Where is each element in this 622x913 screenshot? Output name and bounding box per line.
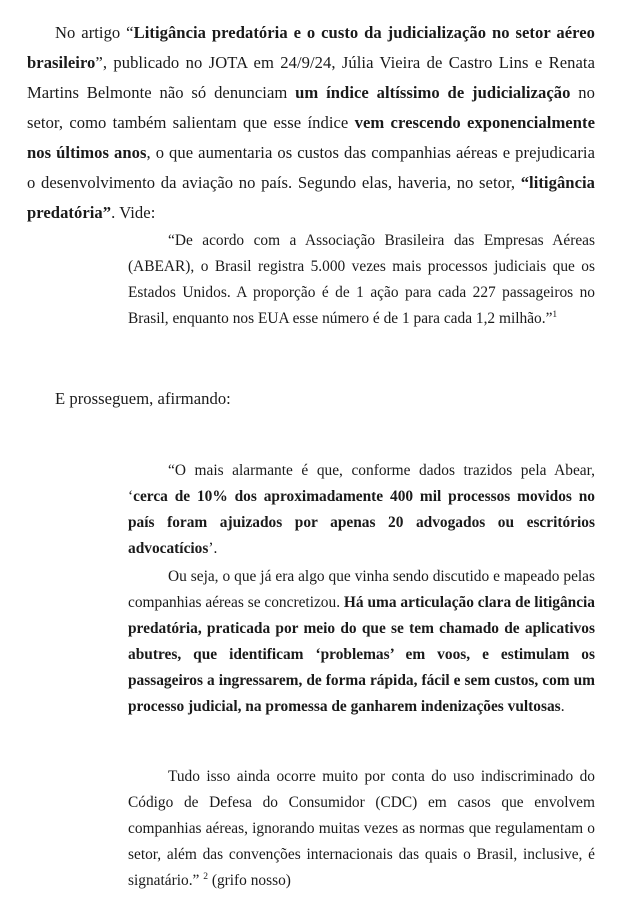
paragraph-text: E prosseguem, afirmando: [55,389,231,408]
blockquote-body [27,458,595,562]
paragraph-text: No artigo “Litigância predatória e o custo da judicialização no setor aéreo brasileiro”, publicado no JOTA em 24/9/24, Júlia Vieira de Castro Lins e Renata Martins Belmonte não só denunciam um índice altíssimo de judicialização no setor, como também salientam que esse índice vem crescendo exponencialmente nos últimos anos, o que aumentaria os custos das companhias aéreas e prejudicaria o desenvolvimento da aviação no país. Segundo elas, haveria, no setor, “litigância predatória”. Vide: [27,23,595,222]
blockquote-text: “De acordo com a Associação Brasileira das Empresas Aéreas (ABEAR), o Brasil registra 5.000 vezes mais processos judiciais que os Estados Unidos. A proporção é de 1 ação para cada 227 passageiros no Brasil, enquanto nos EUA esse número é de 1 para cada 1,2 milhão.”$^1$ [128,232,595,327]
blockquote-paragraph-3: Tudo isso ainda ocorre muito por conta do uso indiscriminado do Código de Defesa do Consumidor (CDC) em casos que envolvem companhias aéreas, ignorando muitas vezes as normas que regulamentam o setor, além das convenções internacionais das quais o Brasil, inclusive, é signatário.” $^2$ (grifo nosso) [128,768,595,889]
blockquote-paragraph-1: “O mais alarmante é que, conforme dados trazidos pela Abear, ‘cerca de 10% dos aproximadamente 400 mil processos movidos no país foram ajuizados por apenas 20 advogados ou escritórios advocatícios’. [128,462,595,557]
blockquote-body [27,564,595,720]
blockquote-abear-quote-continued [27,458,595,562]
blockquote-paragraph-2: Ou seja, o que já era algo que vinha sendo discutido e mapeado pelas companhias aéreas se concretizou. Há uma articulação clara de litigância predatória, praticada por meio do que se tem chamado de aplicativos abutres, que identificam ‘problemas’ em voos, e estimulam os passageiros a ingressarem, de forma rápida, fácil e sem custos, com um processo judicial, na promessa de ganharem indenizações vultosas. [128,568,595,715]
blockquote-body [27,228,595,332]
paragraph-intro [27,18,595,228]
paragraph-prosseguem [27,384,595,414]
blockquote-abear-statistics [27,228,595,332]
blockquote-paragraph-3-wrapper [27,764,595,894]
blockquote-body [27,764,595,894]
blockquote-paragraph-2-wrapper [27,564,595,720]
